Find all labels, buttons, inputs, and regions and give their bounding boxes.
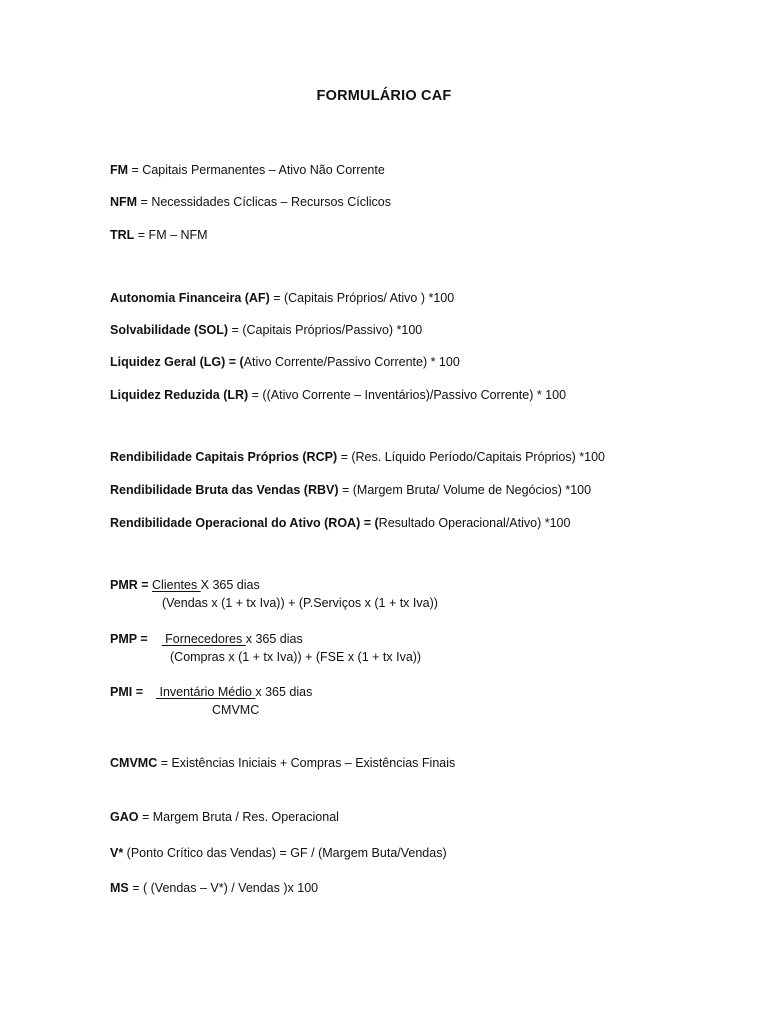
- formula-roa: [110, 515, 570, 531]
- fraction-denominator: CMVMC: [212, 703, 260, 717]
- formula-text: = (Capitais Próprios/Passivo) *100: [228, 323, 423, 337]
- formula-sol: [110, 322, 422, 338]
- fraction-numerator: Inventário Médio: [156, 685, 256, 699]
- formula-label: Autonomia Financeira (AF): [110, 291, 270, 305]
- formula-cmvmc: [110, 755, 455, 771]
- formula-gao: [110, 809, 339, 825]
- formula-fm: [110, 162, 385, 178]
- formula-text: = (Capitais Próprios/ Ativo ) *100: [269, 291, 455, 305]
- formula-pmi: [110, 684, 312, 700]
- formula-v: [110, 845, 447, 861]
- formula-text: = ((Ativo Corrente – Inventários)/Passivo Corrente) * 100: [248, 388, 567, 402]
- formula-label: PMP =: [110, 632, 148, 646]
- formula-text: = (Res. Líquido Período/Capitais Próprios) *100: [337, 450, 605, 464]
- formula-text: = FM – NFM: [134, 228, 208, 242]
- formula-rbv: [110, 482, 591, 498]
- formula-lg: [110, 354, 460, 370]
- formula-lr: [110, 387, 566, 403]
- formula-label: PMI =: [110, 685, 143, 699]
- formula-text: Ativo Corrente/Passivo Corrente) * 100: [243, 355, 460, 369]
- formula-label: Liquidez Reduzida (LR): [110, 388, 249, 402]
- formula-text: Resultado Operacional/Ativo) *100: [378, 516, 571, 530]
- formula-text: = (Margem Bruta/ Volume de Negócios) *100: [338, 483, 592, 497]
- fraction-numerator: Clientes: [152, 578, 201, 592]
- fraction-denominator: (Compras x (1 + tx Iva)) + (FSE x (1 + tx Iva)): [170, 650, 422, 664]
- formula-text: = Margem Bruta / Res. Operacional: [138, 810, 339, 824]
- formula-label: Solvabilidade (SOL): [110, 323, 229, 337]
- formula-label: MS: [110, 881, 129, 895]
- formula-pmr: [110, 577, 260, 593]
- formula-af: [110, 290, 454, 306]
- formula-label: Rendibilidade Bruta das Vendas (RBV): [110, 483, 339, 497]
- formula-label: Liquidez Geral (LG) = (: [110, 355, 244, 369]
- formula-label: Rendibilidade Capitais Próprios (RCP): [110, 450, 338, 464]
- formula-trl: [110, 227, 208, 243]
- fraction-suffix: X 365 dias: [200, 578, 260, 592]
- formula-text: = ( (Vendas – V*) / Vendas )x 100: [128, 881, 319, 895]
- formula-pmp: [110, 631, 303, 647]
- formula-rcp: [110, 449, 605, 465]
- page-title: FORMULÁRIO CAF: [316, 88, 452, 104]
- formula-label: GAO: [110, 810, 139, 824]
- formula-label: TRL: [110, 228, 135, 242]
- formula-text: = Capitais Permanentes – Ativo Não Corrente: [128, 163, 385, 177]
- formula-ms: [110, 880, 318, 896]
- formula-label: NFM: [110, 195, 138, 209]
- formula-label: CMVMC: [110, 756, 158, 770]
- formula-text: (Ponto Crítico das Vendas) = GF / (Margem Buta/Vendas): [123, 846, 447, 860]
- formula-label: FM: [110, 163, 129, 177]
- fraction-suffix: x 365 dias: [255, 685, 313, 699]
- formula-label: Rendibilidade Operacional do Ativo (ROA) = (: [110, 516, 379, 530]
- formula-label: PMR =: [110, 578, 153, 592]
- fraction-numerator: Fornecedores: [161, 632, 246, 646]
- formula-label: V*: [110, 846, 124, 860]
- formula-text: = Existências Iniciais + Compras – Existências Finais: [157, 756, 456, 770]
- fraction-suffix: x 365 dias: [245, 632, 303, 646]
- formula-nfm: [110, 194, 391, 210]
- fraction-denominator: (Vendas x (1 + tx Iva)) + (P.Serviços x (1 + tx Iva)): [162, 596, 438, 610]
- formula-text: = Necessidades Cíclicas – Recursos Cíclicos: [137, 195, 391, 209]
